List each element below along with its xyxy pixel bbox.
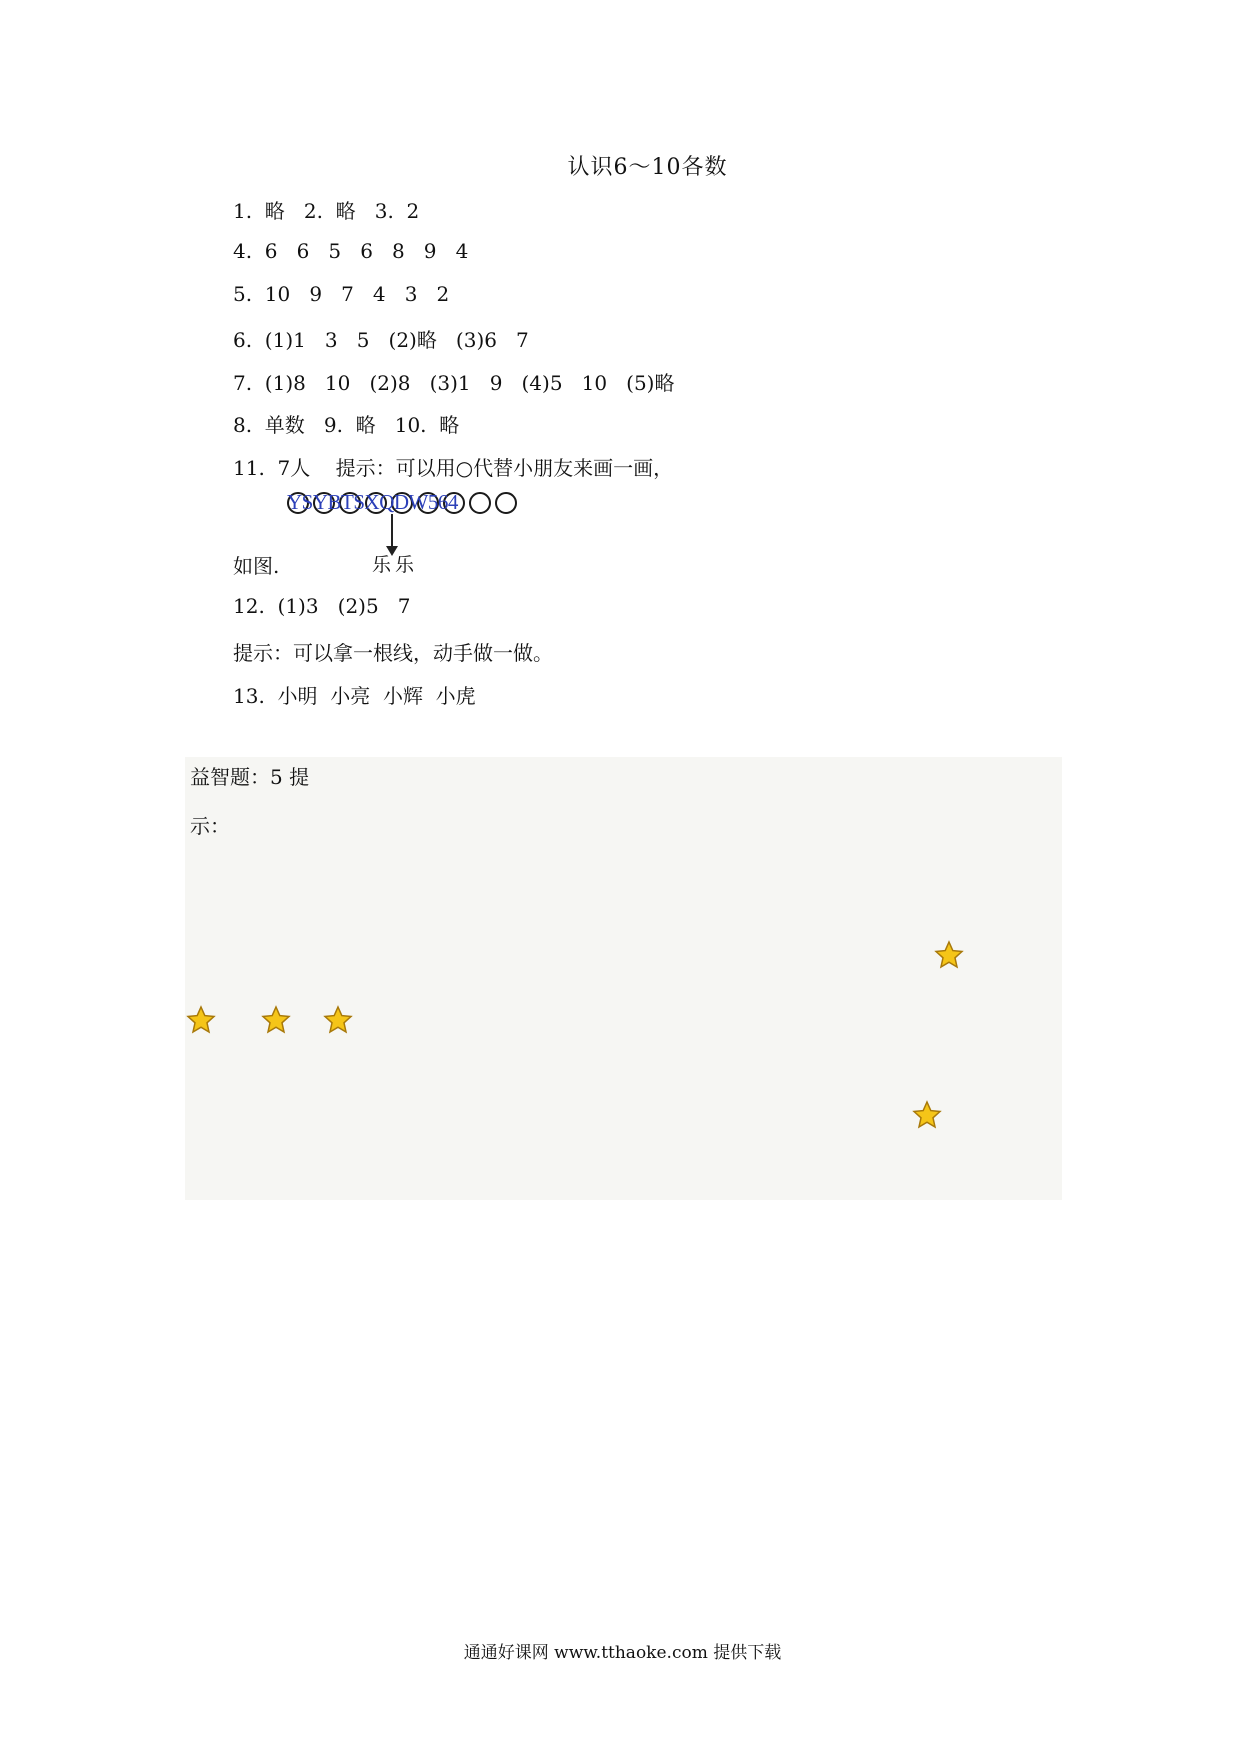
circle (469, 492, 491, 514)
answer-line-12: 12. (1)3 (2)5 7 (233, 594, 411, 618)
answer-line-8: 8. 单数 9. 略 10. 略 (233, 413, 460, 437)
answer-line-11: 11. 7人 提示：可以用○代替小朋友来画一画， (233, 456, 674, 480)
figure-caption: 如图. (233, 554, 280, 578)
watermark-text: YSYBTSXQDW564 (287, 490, 458, 514)
footer-source: 通通好课网 www.tthaoke.com 提供下载 (463, 1643, 782, 1663)
answer-line-7: 7. (1)8 10 (2)8 (3)1 9 (4)5 10 (5)略 (233, 371, 675, 395)
answer-line-13: 13. 小明 小亮 小辉 小虎 (233, 684, 476, 708)
star-icon (261, 1005, 291, 1035)
star-icon (912, 1100, 942, 1130)
answer-hint-12: 提示：可以拿一根线，动手做一做。 (233, 641, 553, 665)
circle (495, 492, 517, 514)
arrow-line (391, 514, 393, 550)
puzzle-hint-label: 示： (190, 814, 230, 838)
figure-label: 乐乐 (372, 554, 419, 576)
puzzle-title: 益智题：5 提 (190, 765, 310, 789)
star-icon (186, 1005, 216, 1035)
star-icon (934, 940, 964, 970)
answer-line-6: 6. (1)1 3 5 (2)略 (3)6 7 (233, 328, 529, 352)
page-title: 认识6～10各数 (567, 155, 728, 180)
answer-line-1: 1. 略 2. 略 3. 2 (233, 199, 420, 223)
answer-line-4: 4. 6 6 5 6 8 9 4 (233, 239, 469, 263)
star-icon (323, 1005, 353, 1035)
puzzle-box (185, 757, 1062, 1200)
children-circles-figure (287, 492, 527, 520)
answer-line-5: 5. 10 9 7 4 3 2 (233, 282, 450, 306)
